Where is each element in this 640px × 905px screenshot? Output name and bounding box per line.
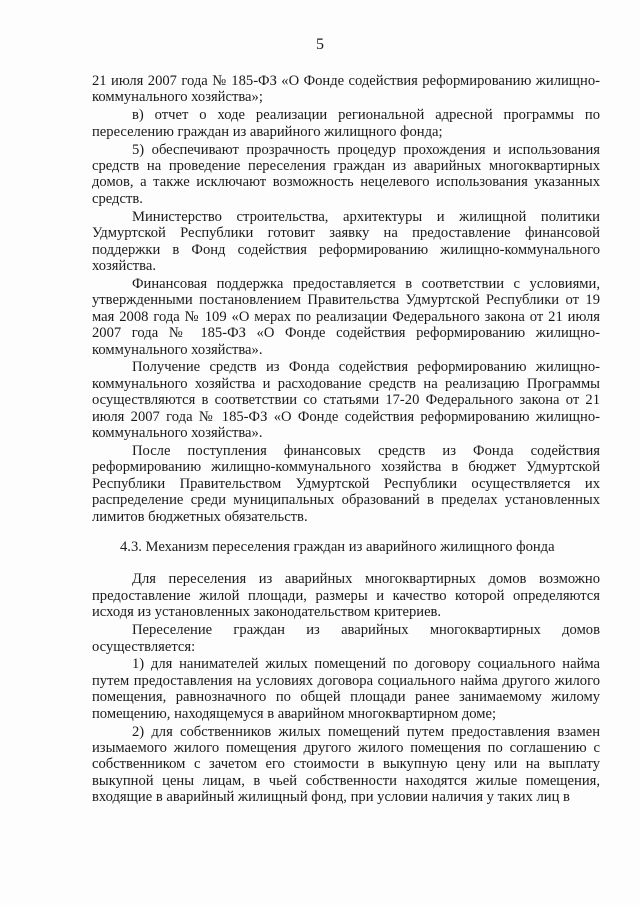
paragraph-receipt-of-funds: Получение средств из Фонда содействия реформированию жилищно-коммунального хозяйства и расходование средств на реализацию Программы осуществляются в соответствии со статьями 17-20 Федерального закона от 21 июля 2007 года № 185-ФЗ «О Фонде содействия реформированию жилищно-коммунального хозяйства». xyxy=(92,359,600,442)
paragraph-housing-provision: Для переселения из аварийных многоквартирных домов возможно предоставление жилой площади, размеры и качество которой определяются исходя из установленных законодательством критериев. xyxy=(92,571,600,621)
paragraph-financial-support: Финансовая поддержка предоставляется в соответствии с условиями, утвержденными постановлением Правительства Удмуртской Республики от 19 мая 2008 года № 109 «О мерах по реализации Федерального закона от 21 июля 2007 года № 185-ФЗ «О Фонде содействия реформированию жилищно-коммунального хозяйства». xyxy=(92,275,600,358)
paragraph-tenants: 1) для нанимателей жилых помещений по договору социального найма путем предоставления на условиях договора социального найма другого жилого помещения, равнозначного по общей площади ранее занимаемому жилому помещению, находящемуся в аварийном многоквартирном доме; xyxy=(92,656,600,722)
paragraph-ministry: Министерство строительства, архитектуры и жилищной политики Удмуртской Республики готовит заявку на предоставление финансовой поддержки в Фонд содействия реформированию жилищно-коммунального хозяйства. xyxy=(92,208,600,274)
section-heading: 4.3. Механизм переселения граждан из аварийного жилищного фонда xyxy=(120,538,555,555)
paragraph-continuation: 21 июля 2007 года № 185-ФЗ «О Фонде содействия реформированию жилищно-коммунального хозяйства»; xyxy=(92,73,600,106)
paragraph-resettlement-intro: Переселение граждан из аварийных многоквартирных домов осуществляется: xyxy=(92,622,600,655)
paragraph-report-item-v: в) отчет о ходе реализации региональной адресной программы по переселению граждан из аварийного жилищного фонда; xyxy=(92,107,600,140)
page-number: 5 xyxy=(316,36,324,53)
paragraph-item-5: 5) обеспечивают прозрачность процедур прохождения и использования средств на проведение переселения граждан из аварийных многоквартирных домов, а также исключают возможность нецелевого использования указанных средств. xyxy=(92,141,600,207)
paragraph-owners: 2) для собственников жилых помещений путем предоставления взамен изымаемого жилого помещения другого жилого помещения по соглашению с собственником с зачетом его стоимости в выкупную цену или на выплату выкупной цены лицам, в чьей собственности находятся жилые помещения, входящие в аварийный жилищный фонд, при условии наличия у таких лиц в xyxy=(92,723,600,806)
document-body xyxy=(92,73,600,807)
paragraph-distribution: После поступления финансовых средств из Фонда содействия реформированию жилищно-коммунального хозяйства в бюджет Удмуртской Республики Правительством Удмуртской Республики осуществляется их распределение среди муниципальных образований в пределах установленных лимитов бюджетных обязательств. xyxy=(92,442,600,525)
